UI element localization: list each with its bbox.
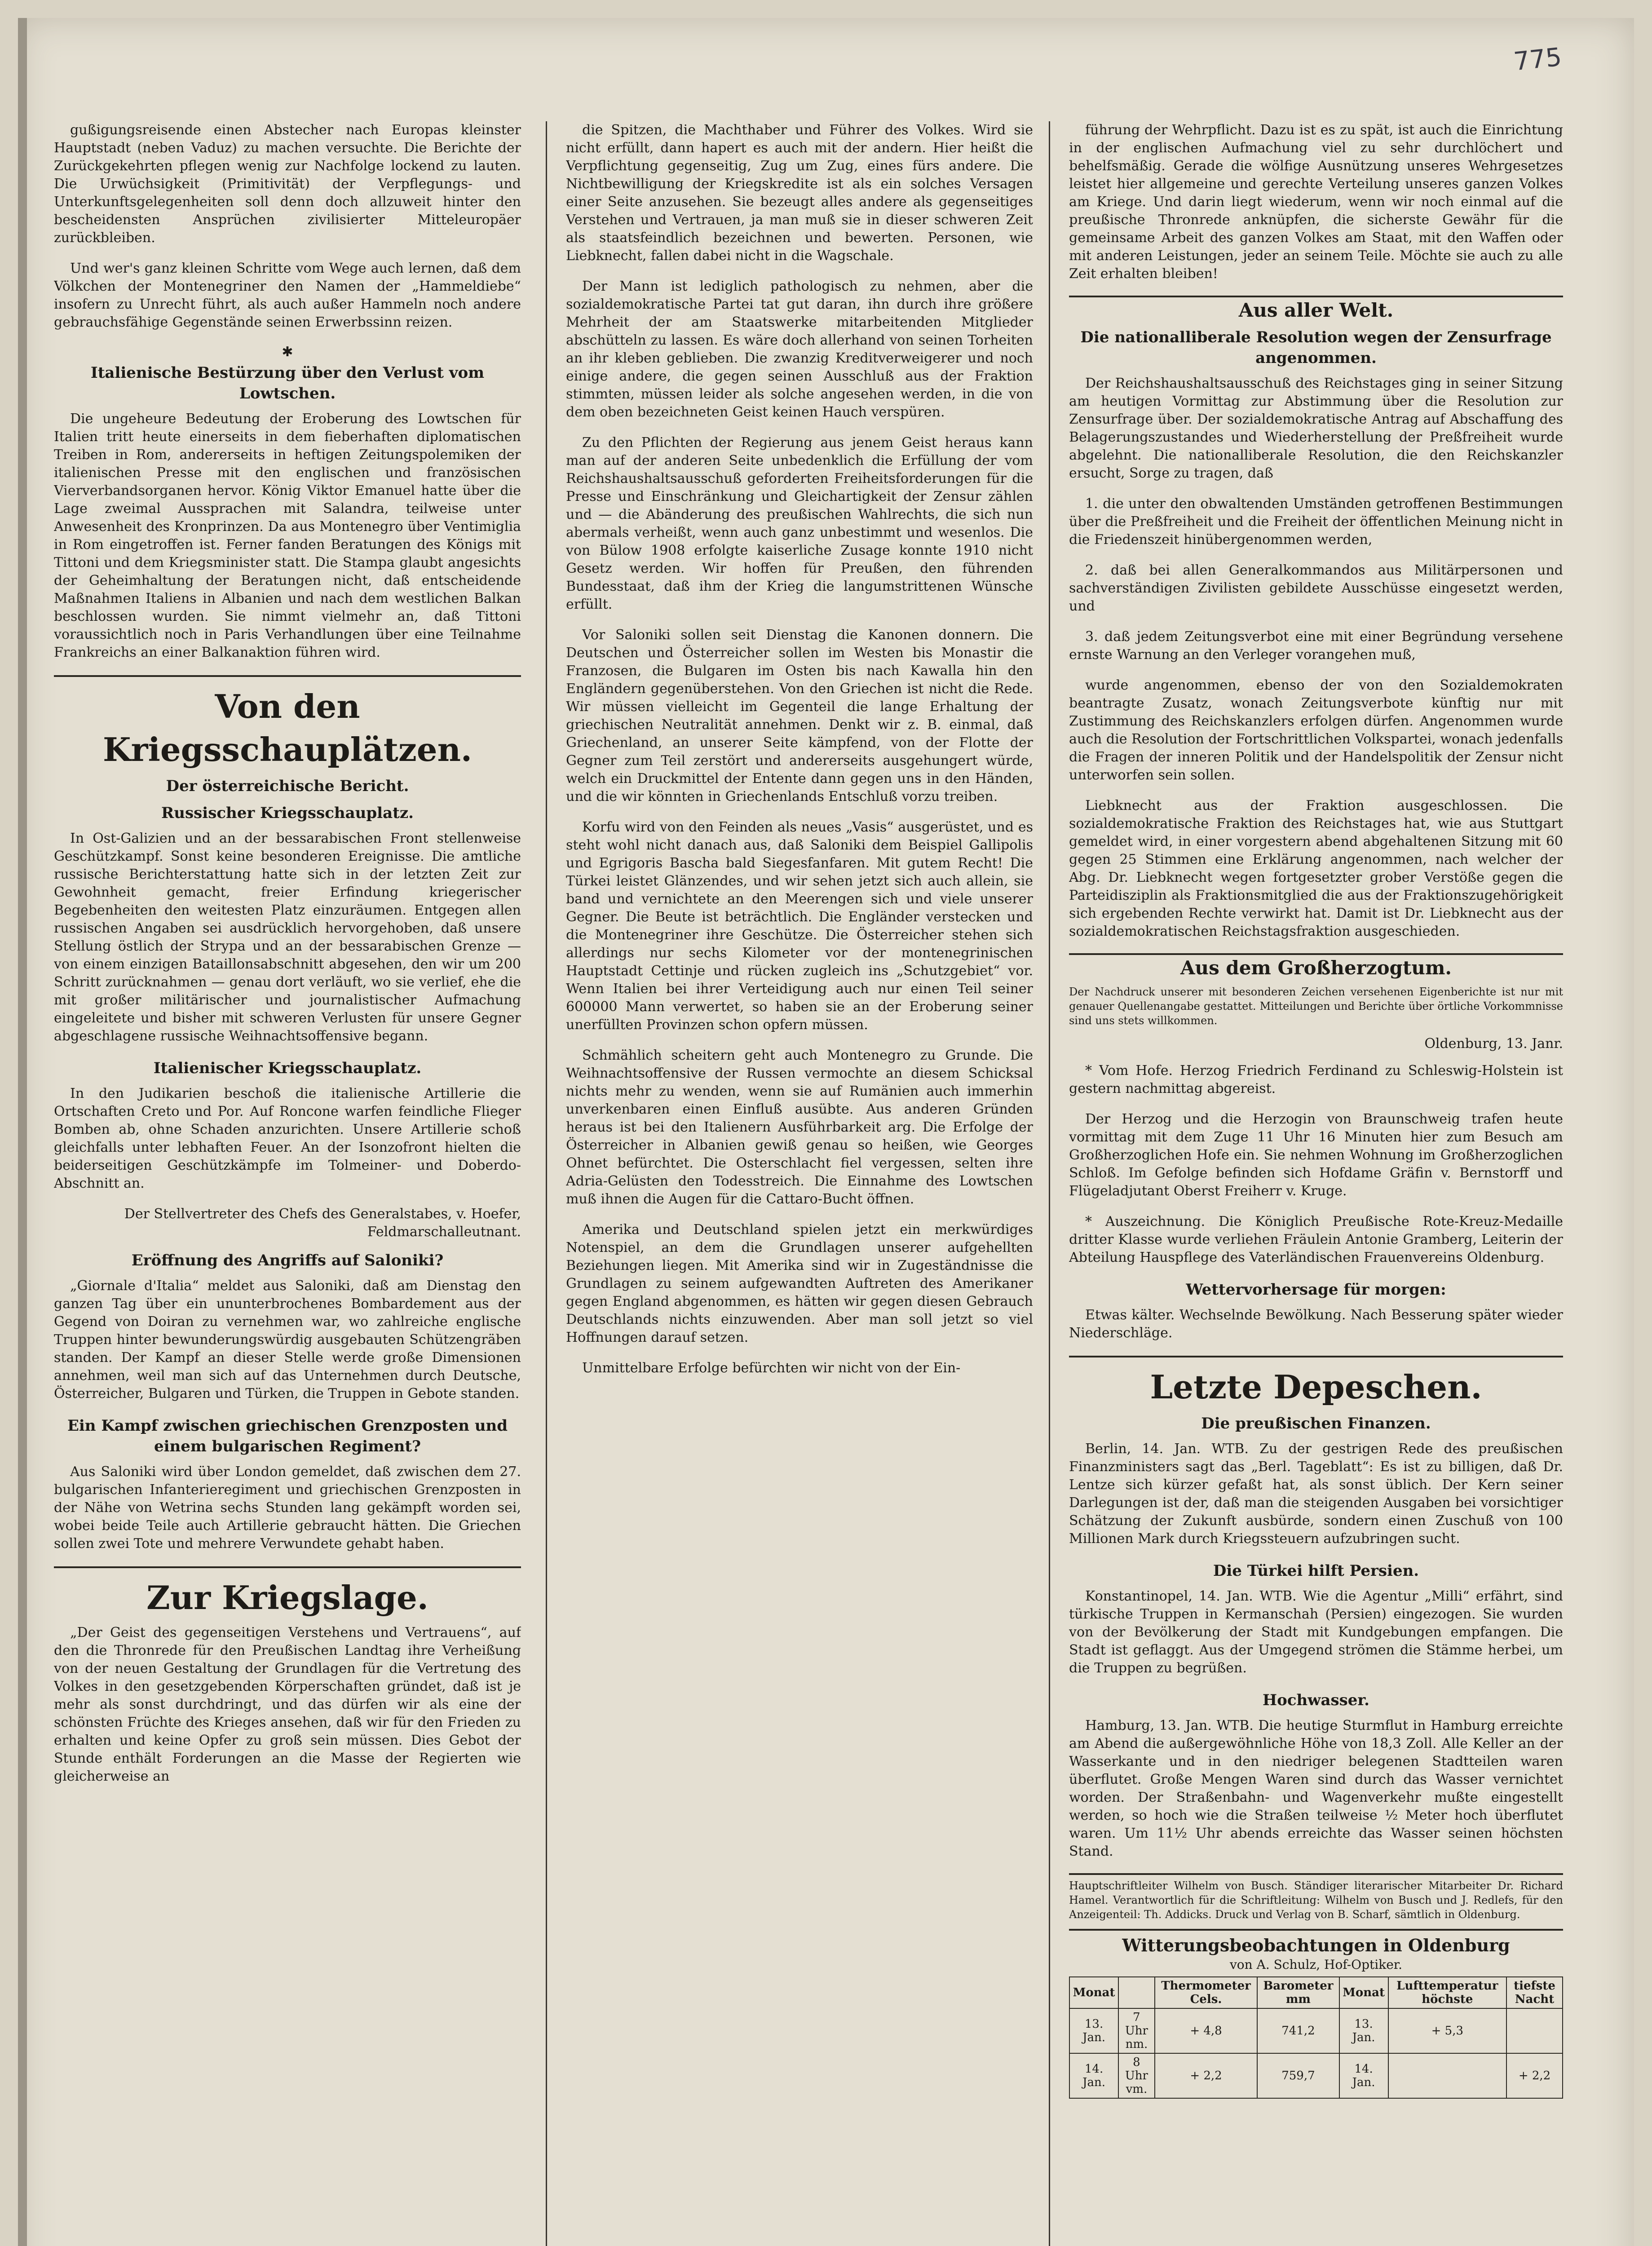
column-header: Monat xyxy=(1069,1977,1118,2008)
column-header xyxy=(1118,1977,1155,2008)
paragraph: Liebknecht aus der Fraktion ausgeschlossen. Die sozialdemokratische Fraktion des Reichstages hat, wie aus Stuttgart gemeldet wird, in einer vorgestern abend abgehaltenen Sitzung mit 60 gegen 25 Stimmen eine Erklärung angenommen, nach welcher der Abg. Dr. Liebknecht wegen fortgesetzter grober Verstöße gegen die Parteidisziplin als Fraktionsmitglied die aus der Fraktionszugehörigkeit sich ergebenden Rechte verwirkt hat. Damit ist Dr. Liebknecht aus der sozialdemokratischen Reichstagsfraktion ausgeschieden. xyxy=(1069,798,1563,939)
dateline: Oldenburg, 13. Janr. xyxy=(1424,1036,1563,1052)
table-header-row xyxy=(1069,1977,1563,2008)
headline: Italienische Bestürzung über den Verlust vom Lowtschen. xyxy=(90,364,485,402)
weather-subtitle: von A. Schulz, Hof-Optiker. xyxy=(1229,1957,1402,1972)
table-cell: 14. Jan. xyxy=(1339,2053,1388,2098)
column-2 xyxy=(566,121,1033,2246)
column-header: Barometer mm xyxy=(1257,1977,1339,2008)
headline: Ein Kampf zwischen griechischen Grenzposten und einem bulgarischen Regiment? xyxy=(67,1417,508,1455)
paragraph: Die ungeheure Bedeutung der Eroberung des Lowtschen für Italien tritt heute einerseits in dem fieberhaften diplomatischen Treiben in Rom, andererseits in heftigen Zeitungspolemiken der italienischen Presse mit den englischen und französischen Vierverbandsorganen hervor. König Viktor Emanuel hatte über die Lage zweimal Aussprachen mit Salandra, teilweise unter Anwesenheit des Kronprinzen. Da aus Montenegro über Ventimiglia in Rom eingetroffen ist. Ferner fanden Beratungen des Königs mit Tittoni und dem Kriegsminister statt. Die Stampa glaubt angesichts der Geheimhaltung der Beratungen nicht, daß entscheidende Maßnahmen Italiens in Albanien und nach dem westlichen Balkan beschlossen wurden. Sie nimmt vielmehr an, daß Tittoni voraussichtlich noch in Paris Verhandlungen über eine Teilnahme Frankreichs an einer Balkanaktion führen wird. xyxy=(54,411,521,660)
paragraph: die Spitzen, die Machthaber und Führer des Volkes. Wird sie nicht erfüllt, dann hapert es auch mit der andern. Hier heißt die Verpflichtung gegenseitig, Zug um Zug, eines fürs andere. Die Nichtbewilligung der Kriegskredite ist als ein solches Versagen einer Seite anzusehen. Sie bezeugt alles andere als gegenseitiges Verstehen und Vertrauen, ja man muß sie in dieser schweren Zeit als staatsfeindlich bezeichnen und bewerten. Personen, wie Liebknecht, fallen dabei nicht in die Wagschale. xyxy=(566,122,1033,264)
column-header: Monat xyxy=(1339,1977,1388,2008)
column-header: Thermometer Cels. xyxy=(1155,1977,1258,2008)
page-edge xyxy=(18,18,27,2246)
paragraph: 1. die unter den obwaltenden Umständen getroffenen Bestimmungen über die Preßfreiheit und die Freiheit der öffentlichen Meinung nicht in die Friedenszeit hinübergenommen werden, xyxy=(1069,496,1563,548)
paragraph: Der Reichshaushaltsausschuß des Reichstages ging in seiner Sitzung am heutigen Vormittag zur Abstimmung über die Resolution zur Zensurfrage über. Der sozialdemokratische Antrag auf Abschaffung des Belagerungszustandes und Wiederherstellung der Preßfreiheit wurde abgelehnt. Die nationalliberale Resolution, die den Reichskanzler ersucht, Sorge zu tragen, daß xyxy=(1069,376,1563,481)
headline: Die Türkei hilft Persien. xyxy=(1213,1562,1419,1580)
table-cell: 13. Jan. xyxy=(1339,2008,1388,2053)
subheadline: Russischer Kriegsschauplatz. xyxy=(161,804,414,822)
paragraph: 3. daß jedem Zeitungsverbot eine mit einer Begründung versehene ernste Warnung an den Verleger vorangehen muß, xyxy=(1069,629,1563,663)
table-row xyxy=(1069,2053,1563,2098)
paragraph: Berlin, 14. Jan. WTB. Zu der gestrigen Rede des preußischen Finanzministers sagt das „Berl. Tageblatt“: Es ist zu billigen, daß Dr. Lentze sich kürzer gefaßt hat, als sonst üblich. Der Kern seiner Darlegungen ist der, daß man die steigenden Ausgaben bei vorsichtiger Schätzung der Zukunft ausbürde, sondern einen Zuschuß von 100 Millionen Mark durch Kriegssteuern aufzubringen sucht. xyxy=(1069,1441,1563,1547)
paragraph: Etwas kälter. Wechselnde Bewölkung. Nach Besserung später wieder Niederschläge. xyxy=(1069,1307,1563,1341)
paragraph: führung der Wehrpflicht. Dazu ist es zu spät, ist auch die Einrichtung in der englischen Aufmachung viel zu sehr durchlöchert und behelfsmäßig. Gerade die wölfige Ausnützung unseres Wehrgesetzes leistet hier allgemeine und gerechte Verteilung unseres ganzen Volkes am Kriege. Und darin liegt wiederum, wenn wir noch einmal auf die preußische Thronrede anknüpfen, die sicherste Gewähr für die gemeinsame Arbeit des ganzen Volkes am Staat, mit den Waffen oder mit anderen Leistungen, jeder an seinem Teile. Möchte sie auch zu alle Zeit erhalten bleiben! xyxy=(1069,122,1563,282)
headline: Die preußischen Finanzen. xyxy=(1201,1415,1431,1432)
headline: Wettervorhersage für morgen: xyxy=(1186,1281,1446,1299)
table-cell: + 2,2 xyxy=(1155,2053,1258,2098)
signature: Der Stellvertreter des Chefs des Generalstabes, v. Hoefer, Feldmarschalleutnant. xyxy=(124,1206,521,1240)
section-title: Zur Kriegslage. xyxy=(54,1566,521,1619)
table-cell: 741,2 xyxy=(1257,2008,1339,2053)
weather-title: Witterungsbeobachtungen in Oldenburg xyxy=(1122,1935,1510,1955)
paragraph: Vor Saloniki sollen seit Dienstag die Kanonen donnern. Die Deutschen und Österreicher sollen im Westen bis Monastir die Franzosen, die Bulgaren im Osten bis nach Kawalla hin den Engländern gegenüberstehen. Von den Griechen ist nicht die Rede. Wir müssen vielleicht im Gegenteil die lange Erhaltung der griechischen Neutralität annehmen. Denkt wir z. B. einmal, daß Griechenland, an unserer Seite kämpfend, von der Flotte der Gegner zum Teil zerstört und andererseits ausgehungert würde, welch ein Druckmittel der Entente dann gegen uns in den Händen, und die wir könnten in Griechenlands Entschluß vorzu treiben. xyxy=(566,627,1033,805)
headline: Der österreichische Bericht. xyxy=(166,777,409,795)
paragraph: In Ost-Galizien und an der bessarabischen Front stellenweise Geschützkampf. Sonst keine besonderen Ereignisse. Die amtliche russische Berichterstattung hatte sich in der letzten Zeit zur Gewohnheit gemacht, freier Erfindung kriegerischer Begebenheiten den weitesten Platz einzuräumen. Entgegen allen russischen Angaben sei ausdrücklich hervorgehoben, daß unsere Stellung östlich der Strypa und an der bessarabischen Grenze — von einem einzigen Bataillonsabschnitt abgesehen, den wir um 200 Schritt zurücknahmen — genau dort verläuft, wo sie verlief, ehe die mit großer militärischer und journalistischer Aufmachung eingeleitete und bisher mit schweren Verlusten für unsere Gegner abgeschlagene russische Weihnachtsoffensive begann. xyxy=(54,831,521,1044)
newspaper-page xyxy=(18,18,1634,2246)
section-title: Aus aller Welt. xyxy=(1069,296,1563,323)
paragraph: * Vom Hofe. Herzog Friedrich Ferdinand zu Schleswig-Holstein ist gestern nachmittag abgereist. xyxy=(1069,1063,1563,1096)
section-title: Aus dem Großherzogtum. xyxy=(1069,953,1563,981)
paragraph: * Auszeichnung. Die Königlich Preußische Rote-Kreuz-Medaille dritter Klasse wurde verliehen Fräulein Antonie Gramberg, Leiterin der Abteilung Hauspflege des Vaterländischen Frauenvereins Oldenburg. xyxy=(1069,1214,1563,1265)
table-cell: 8 Uhr vm. xyxy=(1118,2053,1155,2098)
paragraph: Schmählich scheitern geht auch Montenegro zu Grunde. Die Weihnachtsoffensive der Russen vermochte an diesem Schicksal nichts mehr zu wenden, wenn sie auf Rumänien auch immerhin unverkenbaren einen Einfluß ausübte. Aus anderen Gründen heraus ist bei den Italienern Ausführbarkeit arg. Die Erfolge der Österreicher in Albanien gewiß genau so heißen, wie Georges Ohnet befürchtet. Die Osterschlacht fiel vergessen, selten ihre Adria-Gelüsten den Todesstreich. Die Einnahme des Lowtschen muß ihnen die Augen für die Cattaro-Bucht öffnen. xyxy=(566,1048,1033,1207)
separator: ✱ xyxy=(282,344,293,360)
column-header: Lufttemperatur höchste xyxy=(1388,1977,1506,2008)
paragraph: Aus Saloniki wird über London gemeldet, daß zwischen dem 27. bulgarischen Infanterieregiment und griechischen Grenzposten in der Nähe von Wetrina sechs Stunden lang gekämpft worden sei, wobei beide Teile auch Artillerie gebraucht hätten. Die Griechen sollen zwei Tote und mehrere Verwundete gehabt haben. xyxy=(54,1464,521,1552)
paragraph: Amerika und Deutschland spielen jetzt ein merkwürdiges Notenspiel, an dem die Grundlagen unserer aufgehellten Beziehungen liegen. Mit Amerika sind wir in Zugeständnisse die Grundlagen zu seinem aufgewandten Auftreten des Amerikaner gegen England abgenommen, es hätten wir gegen diesen Gebrauch Deutschlands nichts einzuwenden. Aber man soll jetzt so viel Hoffnungen darauf setzen. xyxy=(566,1222,1033,1345)
headline: Die nationalliberale Resolution wegen der Zensurfrage angenommen. xyxy=(1080,328,1552,367)
divider xyxy=(1069,1873,1563,1875)
paragraph: Der Herzog und die Herzogin von Braunschweig trafen heute vormittag mit dem Zuge 11 Uhr 16 Minuten hier zum Besuch am Großherzoglichen Hofe ein. Sie nehmen Wohnung im Großherzoglichen Schloß. Im Gefolge befinden sich Hofdame Gräfin v. Bernstorff und Flügeladjutant Oberst Freiherr v. Kruge. xyxy=(1069,1111,1563,1199)
paragraph: „Der Geist des gegenseitigen Verstehens und Vertrauens“, auf den die Thronrede für den Preußischen Landtag ihre Verheißung von der neuen Gestaltung der Grundlagen für die Vertretung des Volkes in den gesetzgebenden Körperschaften gründet, daß ist je mehr als sonst durchdringt, und das dürfen wir als eine der schönsten Früchte des Krieges ansehen, daß wir für den Frieden zu erhalten und keine Opfer zu groß sein müssen. Dies Gebot der Stunde enthält Forderungen an die Masse der Regierten wie gleicherweise an xyxy=(54,1625,521,1784)
paragraph: In den Judikarien beschoß die italienische Artillerie die Ortschaften Creto und Por. Auf Roncone warfen feindliche Flieger Bomben ab, ohne Schaden anzurichten. Unsere Artillerie schoß gleichfalls unter lebhaften Feuer. An der Isonzofront hielten die beiderseitigen Geschützkämpfe im Tolmeiner- und Doberdo-Abschnitt an. xyxy=(54,1086,521,1191)
table-cell xyxy=(1388,2053,1506,2098)
subheadline: Italienischer Kriegsschauplatz. xyxy=(153,1059,422,1077)
paragraph: „Giornale d'Italia“ meldet aus Saloniki, daß am Dienstag den ganzen Tag über ein ununterbrochenes Bombardement aus der Gegend von Doiran zu vernehmen war, wo zahlreiche englische Truppen hinter bewunderungswürdig ausgebauten Schützengräben standen. Der Kampf an dieser Stelle werde große Dimensionen annehmen, weil man sich auf das Unternehmen durch Deutsche, Österreicher, Bulgaren und Türken, die Truppen in Gebote standen. xyxy=(54,1278,521,1402)
table-cell xyxy=(1506,2008,1563,2053)
paragraph: 2. daß bei allen Generalkommandos aus Militärpersonen und sachverständigen Zivilisten gebildete Ausschüsse eingesetzt werden, und xyxy=(1069,562,1563,614)
table-cell: 7 Uhr nm. xyxy=(1118,2008,1155,2053)
table-cell: + 2,2 xyxy=(1506,2053,1563,2098)
archive-stamp: 775 xyxy=(1512,42,1563,77)
paragraph: wurde angenommen, ebenso der von den Sozialdemokraten beantragte Zusatz, wonach Zeitungsverbote künftig nur mit Zustimmung des Reichskanzlers erfolgen dürfen. Angenommen wurde auch die Resolution der Fortschrittlichen Volkspartei, wonach jedenfalls die Fragen der inneren Politik und der Handelspolitik der Zensur nicht unterworfen sein sollen. xyxy=(1069,677,1563,783)
column-1 xyxy=(54,121,521,2246)
table-row xyxy=(1069,2008,1563,2053)
headline: Hochwasser. xyxy=(1262,1691,1370,1709)
column-header: tiefste Nacht xyxy=(1506,1977,1563,2008)
column-rule xyxy=(1049,121,1050,2246)
paragraph: Unmittelbare Erfolge befürchten wir nicht von der Ein- xyxy=(582,1360,961,1376)
paragraph: Korfu wird von den Feinden als neues „Vasis“ ausgerüstet, und es steht wohl nicht danach aus, daß Saloniki dem Beispiel Gallipolis und Egrigoris Bascha bald Siegesfanfaren. Mit gutem Recht! Die Türkei leistet Glänzendes, und wir sehen jetzt sich auch allein, sie band und vernichtete an den Meerengen sich und viele unserer Gegner. Die Beute ist beträchtlich. Die Engländer verstecken und die Montenegriner ihre Geschütze. Die Österreicher stehen sich allerdings nur sechs Kilometer vor der montenegrinischen Hauptstadt Cettinje und rücken zugleich ins „Schutzgebiet“ vor. Wenn Italien bei ihrer Verteidigung auch nur einen Teil seiner 600000 Mann verwertet, so haben sie an der Eroberung seiner unerfüllten Provinzen schon opfern müssen. xyxy=(566,819,1033,1033)
table-cell: + 5,3 xyxy=(1388,2008,1506,2053)
headline: Eröffnung des Angriffs auf Saloniki? xyxy=(131,1251,444,1269)
weather-table xyxy=(1069,1976,1563,2099)
table-cell: + 4,8 xyxy=(1155,2008,1258,2053)
divider xyxy=(1069,1929,1563,1931)
imprint: Hauptschriftleiter Wilhelm von Busch. Ständiger literarischer Mitarbeiter Dr. Richard Hamel. Verantwortlich für die Schriftleitung: Wilhelm von Busch und J. Redlefs, für den Anzeigenteil: Th. Addicks. Druck und Verlag von B. Scharf, sämtlich in Oldenburg. xyxy=(1069,1879,1563,1921)
table-cell: 14. Jan. xyxy=(1069,2053,1118,2098)
section-title: Letzte Depeschen. xyxy=(1069,1356,1563,1409)
table-cell: 13. Jan. xyxy=(1069,2008,1118,2053)
column-rule xyxy=(546,121,547,2246)
paragraph: Der Mann ist lediglich pathologisch zu nehmen, aber die sozialdemokratische Partei tat gut daran, ihn durch ihre größere Mehrheit der am Staatswerke mitarbeitenden Mitglieder abschütteln zu lassen. Es wäre doch allerhand von seinen Torheiten an ihr kleben geblieben. Die zwanzig Kreditverweigerer und noch einige andere, die gegen seinen Ausschluß aus der Fraktion stimmten, müssen leider als solche angesehen werden, in die von dem oben bezeichneten Geist keinen Hauch verspüren. xyxy=(566,279,1033,420)
column-3 xyxy=(1069,121,1563,2246)
paragraph: Und wer's ganz kleinen Schritte vom Wege auch lernen, daß dem Völkchen der Montenegriner den Namen der „Hammeldiebe“ insofern zu Unrecht führt, als auch außer Hammeln noch andere gebrauchsfähige Gegenstände seinen Erwerbssinn reizen. xyxy=(54,261,521,330)
notice: Der Nachdruck unserer mit besonderen Zeichen versehenen Eigenberichte ist nur mit genauer Quellenangabe gestattet. Mitteilungen und Berichte über örtliche Vorkommnisse sind uns stets willkommen. xyxy=(1069,986,1563,1027)
paragraph: Konstantinopel, 14. Jan. WTB. Wie die Agentur „Milli“ erfährt, sind türkische Truppen in Kermanschah (Persien) eingezogen. Sie wurden von der Bevölkerung der Stadt mit Kundgebungen empfangen. Die Stadt ist geflaggt. Aus der Umgegend strömen die Stämme herbei, um die Truppen zu begrüßen. xyxy=(1069,1588,1563,1676)
section-title: Von den Kriegsschauplätzen. xyxy=(54,675,521,771)
paragraph: gußigungsreisende einen Abstecher nach Europas kleinster Hauptstadt (neben Vaduz) zu machen versuchte. Die Berichte der Zurückgekehrten pflegen wenig zur Nachfolge lockend zu lauten. Die Urwüchsigkeit (Primitivität) der Verpflegungs- und Unterkunftsgelegenheiten soll denn doch allzuweit hinter den bescheidensten Ansprüchen zivilisierter Mitteleuropäer zurückbleiben. xyxy=(54,122,521,246)
table-cell: 759,7 xyxy=(1257,2053,1339,2098)
paragraph: Hamburg, 13. Jan. WTB. Die heutige Sturmflut in Hamburg erreichte am Abend die außergewöhnliche Höhe von 18,3 Zoll. Alle Keller an der Wasserkante und in den niedriger belegenen Stadtteilen waren überflutet. Große Mengen Waren sind durch das Wasser vernichtet worden. Der Straßenbahn- und Wagenverkehr mußte eingestellt werden, so hoch wie die Straßen teilweise ½ Meter hoch überflutet waren. Um 11½ Uhr abends erreichte das Wasser seinen höchsten Stand. xyxy=(1069,1718,1563,1859)
paragraph: Zu den Pflichten der Regierung aus jenem Geist heraus kann man auf der anderen Seite unbedenklich die Erfüllung der vom Reichshaushaltsausschuß geforderten Freiheitsforderungen für die Presse und Einschränkung und Gleichartigkeit der Zensur zählen und — die Abänderung des preußischen Wahlrechts, die sich nun abermals verheißt, wenn auch ganz unbestimmt und wesenlos. Die von Bülow 1908 erfolgte kaiserliche Zusage konnte 1910 nicht Gesetz werden. Wir hoffen für Preußen, den führenden Bundesstaat, daß ihm der Krieg die langumstrittenen Wünsche erfüllt. xyxy=(566,435,1033,612)
